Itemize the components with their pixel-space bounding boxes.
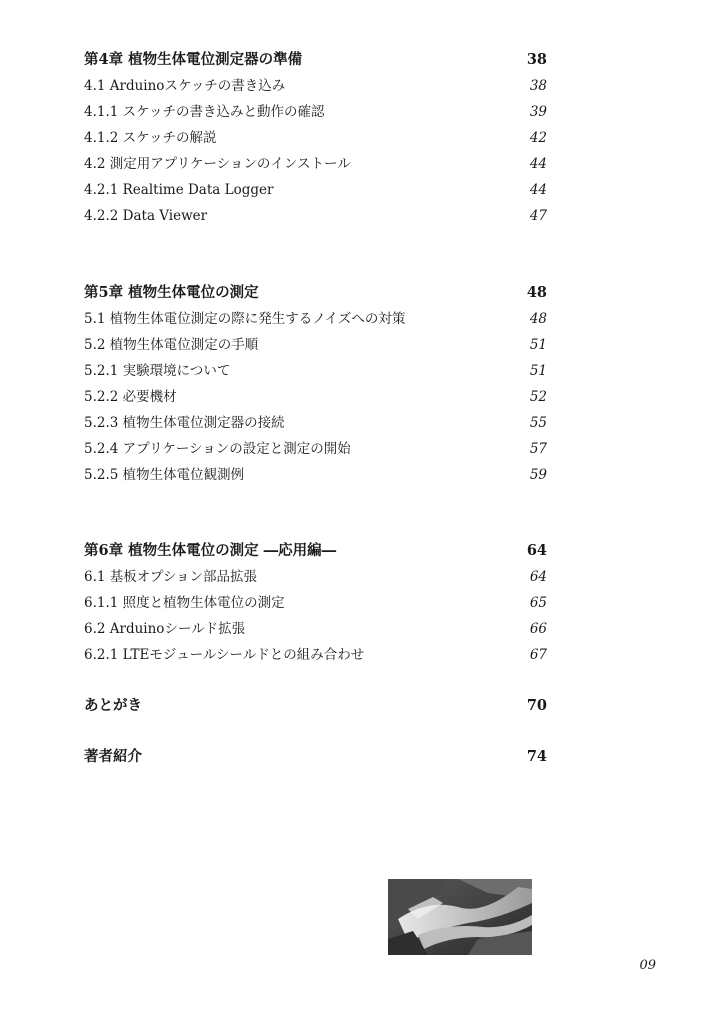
toc-entry-title: 5.2 植物生体電位測定の手順 [84, 337, 259, 353]
toc-entry-page: 51 [529, 337, 547, 353]
toc-entry-page: 55 [529, 415, 547, 431]
toc-entry-page: 65 [529, 595, 547, 611]
toc-entry [84, 464, 547, 486]
toc-entry-title: 6.1.1 照度と植物生体電位の測定 [84, 595, 285, 611]
toc-entry [84, 101, 547, 123]
toc-entry-title: 5.2.3 植物生体電位測定器の接続 [84, 415, 285, 431]
toc-entry-title: 第4章 植物生体電位測定器の準備 [84, 51, 303, 68]
toc-entry [84, 179, 547, 201]
plant-leaves-photo-graphic [388, 879, 532, 955]
toc-entry-chapter-4 [84, 49, 547, 71]
toc-entry [84, 438, 547, 460]
toc-entry-page: 38 [526, 51, 547, 68]
toc-entry-page: 39 [529, 104, 547, 120]
toc-entry-title: 5.2.2 必要機材 [84, 389, 177, 405]
toc-entry [84, 205, 547, 227]
toc-entry-title: 6.2.1 LTEモジュールシールドとの組み合わせ [84, 647, 365, 663]
toc-entry-page: 38 [529, 78, 547, 94]
toc-entry-page: 48 [529, 311, 547, 327]
toc-entry-page: 64 [529, 569, 547, 585]
toc-entry-title: 5.2.5 植物生体電位観測例 [84, 467, 245, 483]
toc-entry-title: 4.1.1 スケッチの書き込みと動作の確認 [84, 104, 325, 120]
toc-entry-page: 67 [529, 647, 547, 663]
toc-entry [84, 618, 547, 640]
toc-entry-page: 66 [529, 621, 547, 637]
toc-entry-title: 著者紹介 [84, 748, 142, 765]
toc-entry-author-profile [84, 746, 547, 768]
toc-entry [84, 566, 547, 588]
toc-entry-page: 64 [526, 542, 547, 559]
toc-entry-title: 4.2.1 Realtime Data Logger [84, 182, 274, 198]
toc-entry [84, 644, 547, 666]
toc-entry-page: 42 [529, 130, 547, 146]
toc-entry-title: 4.2 測定用アプリケーションのインストール [84, 156, 351, 172]
toc-entry [84, 360, 547, 382]
toc-entry [84, 127, 547, 149]
page-number: 09 [639, 958, 656, 973]
toc-entry-title: 5.1 植物生体電位測定の際に発生するノイズへの対策 [84, 311, 406, 327]
toc-entry-afterword [84, 695, 547, 717]
toc-entry-page: 57 [529, 441, 547, 457]
toc-entry-title: 4.1.2 スケッチの解説 [84, 130, 217, 146]
toc-entry-page: 52 [529, 389, 547, 405]
toc-entry-title: 第6章 植物生体電位の測定 ―応用編― [84, 542, 337, 559]
toc-entry [84, 153, 547, 175]
toc-entry-page: 44 [529, 182, 547, 198]
toc-entry-page: 44 [529, 156, 547, 172]
toc-entry-page: 59 [529, 467, 547, 483]
toc-entry [84, 592, 547, 614]
toc-entry [84, 334, 547, 356]
toc-entry-page: 47 [529, 208, 547, 224]
toc-entry-chapter-6 [84, 540, 547, 562]
toc-entry-page: 74 [526, 748, 547, 765]
toc-entry-title: 4.2.2 Data Viewer [84, 208, 208, 224]
toc-entry [84, 386, 547, 408]
plant-leaves-photo [388, 879, 532, 955]
toc-entry-title: 4.1 Arduinoスケッチの書き込み [84, 78, 286, 94]
toc-entry-title: 5.2.1 実験環境について [84, 363, 231, 379]
toc-entry-title: 第5章 植物生体電位の測定 [84, 284, 259, 301]
toc-entry [84, 75, 547, 97]
toc-entry-page: 51 [529, 363, 547, 379]
toc-entry-title: 5.2.4 アプリケーションの設定と測定の開始 [84, 441, 351, 457]
toc-entry [84, 412, 547, 434]
toc-entry-title: 6.1 基板オプション部品拡張 [84, 569, 258, 585]
toc-entry-chapter-5 [84, 282, 547, 304]
toc-entry [84, 308, 547, 330]
toc-entry-page: 70 [526, 697, 547, 714]
toc-entry-page: 48 [526, 284, 547, 301]
toc-entry-title: 6.2 Arduinoシールド拡張 [84, 621, 246, 637]
toc-entry-title: あとがき [84, 697, 142, 714]
